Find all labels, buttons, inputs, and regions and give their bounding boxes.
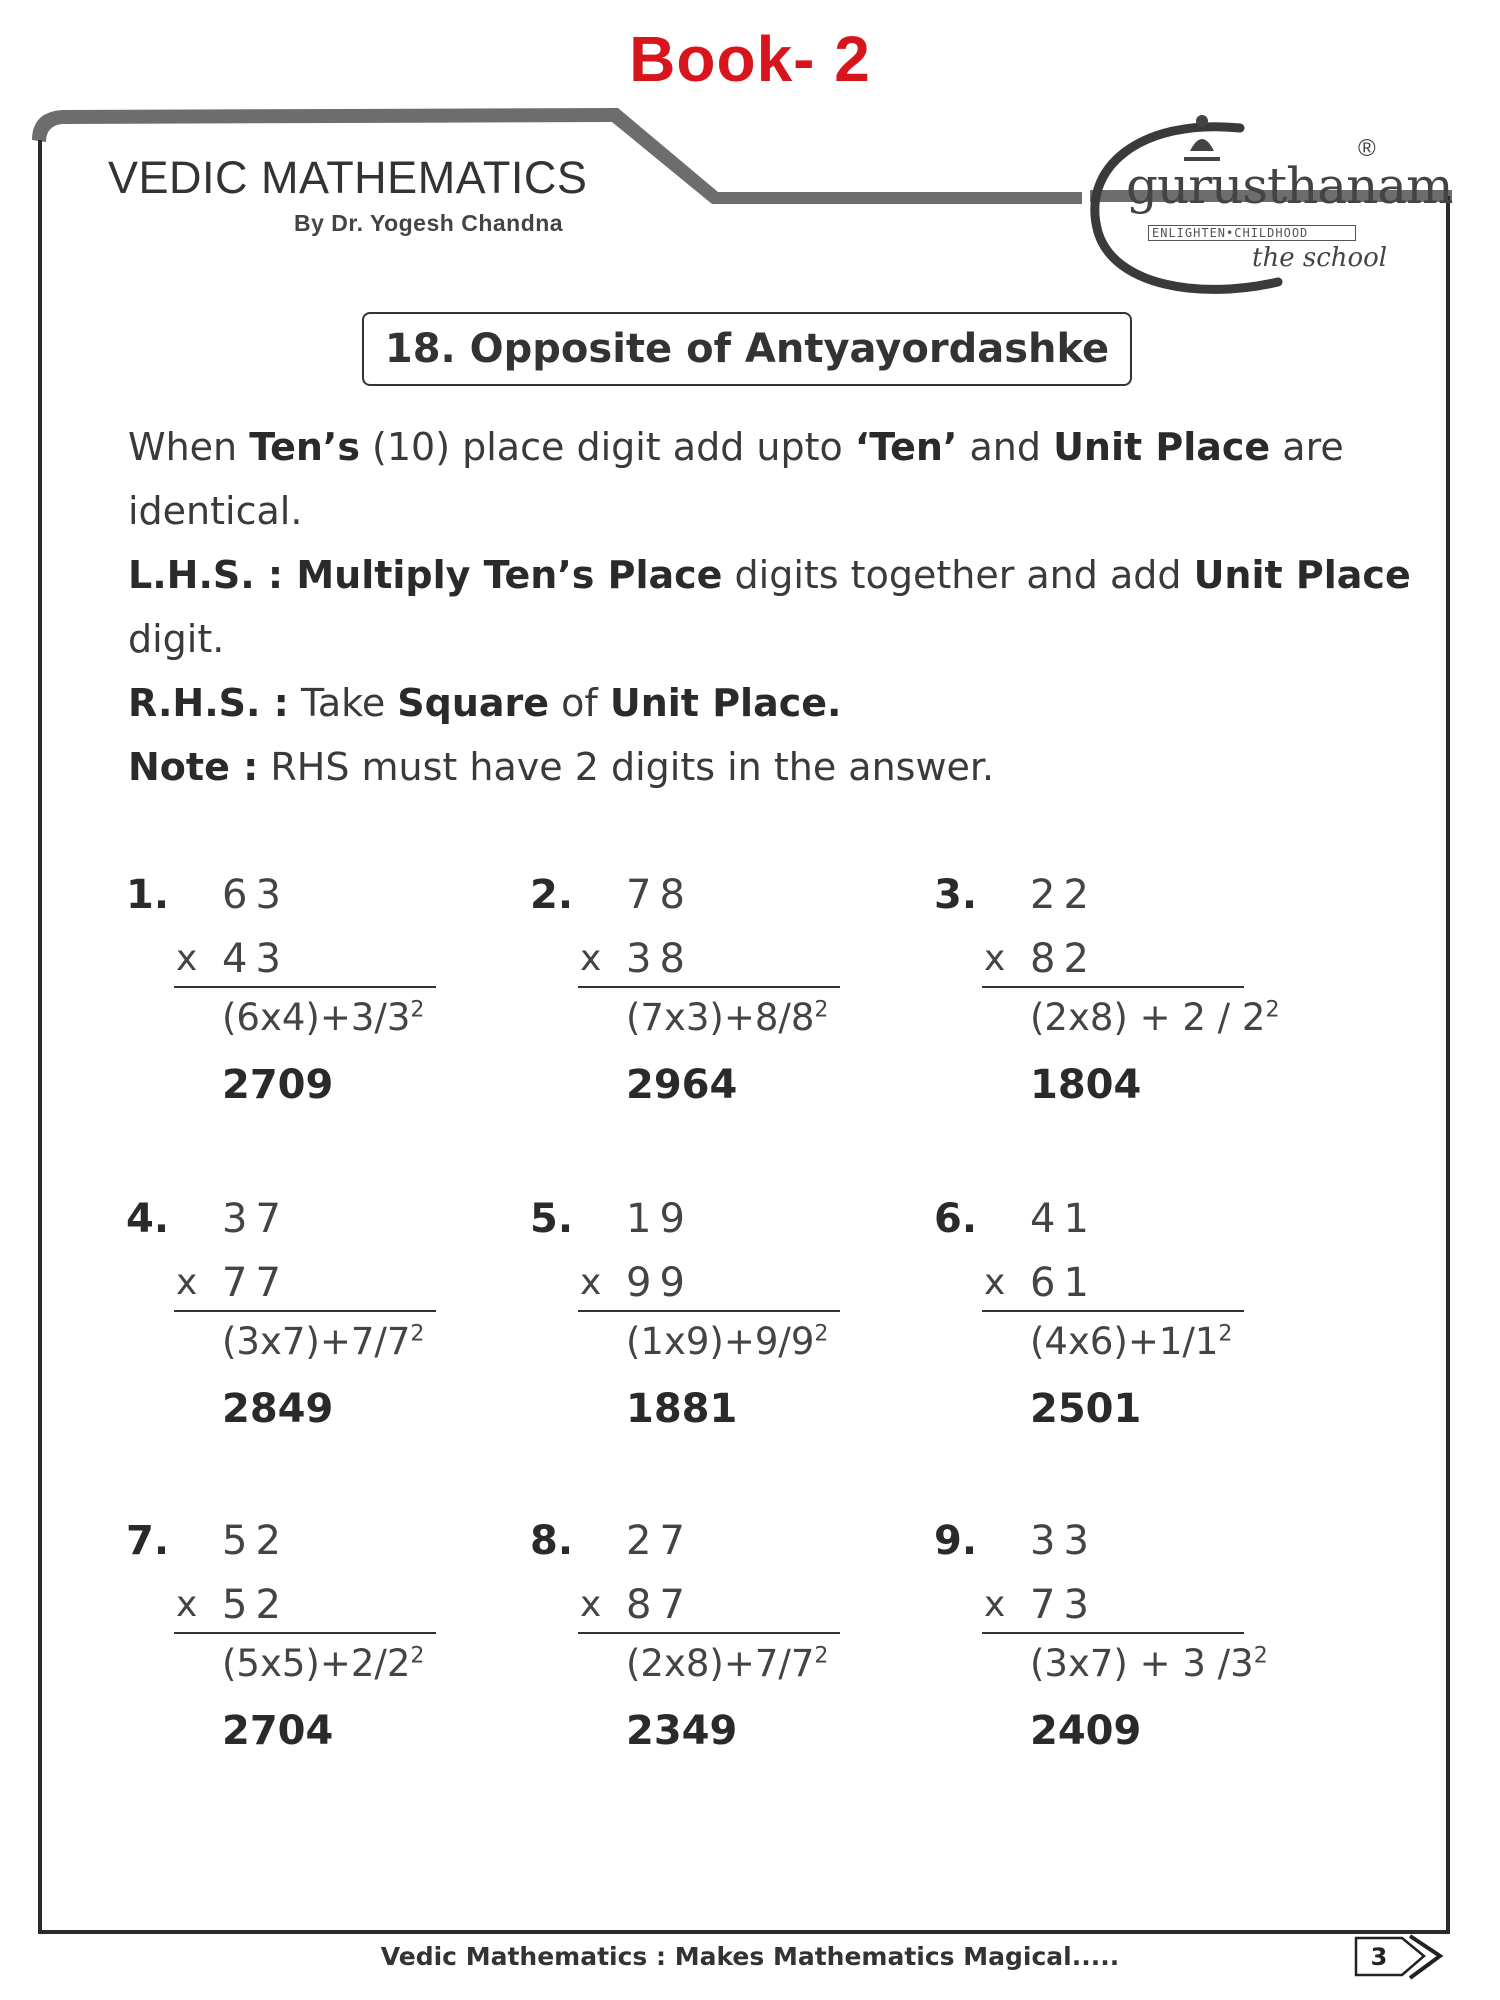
sum-line [982,986,1244,988]
multiplier: 77 [222,1260,289,1306]
answer: 2704 [222,1708,334,1754]
multiply-sign: x [984,1584,1006,1625]
school-logo [1090,105,1453,305]
rule-line-4: digit. [128,617,225,661]
logo-subtitle: the school [1252,243,1388,273]
multiplicand: 41 [1030,1196,1097,1242]
multiply-sign: x [984,938,1006,979]
header-author: By Dr. Yogesh Chandna [294,210,564,236]
sum-line [982,1310,1244,1312]
working-step: $(6x4)+3/3^2$ [222,996,425,1039]
problem [530,1196,890,1456]
answer: 1804 [1030,1062,1142,1108]
multiplicand: 27 [626,1518,693,1564]
multiplier: 52 [222,1582,289,1628]
multiplicand: 33 [1030,1518,1097,1564]
rule-line-rhs: R.H.S. : Take Square of Unit Place. [128,681,842,725]
problem-number: 6. [934,1196,978,1242]
header-title: VEDIC MATHEMATICS [108,152,588,203]
sum-line [578,986,840,988]
multiply-sign: x [580,1262,602,1303]
multiplier: 61 [1030,1260,1097,1306]
problem [934,1196,1294,1456]
sum-line [174,1310,436,1312]
multiplier: 99 [626,1260,693,1306]
answer: 2501 [1030,1386,1142,1432]
rules-text [128,415,1411,799]
problem-number: 2. [530,872,574,918]
problem [530,1518,890,1778]
page-number: 3 [1370,1943,1388,1971]
multiplicand: 37 [222,1196,289,1242]
problem [126,872,486,1132]
rule-line-lhs: L.H.S. : Multiply Ten’s Place digits together and add Unit Place [128,553,1411,597]
problem [126,1196,486,1456]
answer: 2849 [222,1386,334,1432]
chapter-title-box [362,312,1132,386]
working-step: $(3x7)+7/7^2$ [222,1320,425,1363]
multiply-sign: x [580,938,602,979]
multiplier: 43 [222,936,289,982]
multiplicand: 63 [222,872,289,918]
footer-text: Vedic Mathematics : Makes Mathematics Magical..... [380,1942,1120,1971]
sum-line [174,1632,436,1634]
problem [126,1518,486,1778]
working-step: $(7x3)+8/8^2$ [626,996,829,1039]
meditation-icon [1182,113,1222,163]
registered-mark: ® [1358,135,1376,162]
multiply-sign: x [176,1262,198,1303]
working-step: $(2x8)+7/7^2$ [626,1642,829,1685]
multiplier: 82 [1030,936,1097,982]
problem [934,1518,1294,1778]
problem-number: 9. [934,1518,978,1564]
rule-line-1: When Ten’s (10) place digit add upto ‘Ten’ and Unit Place are [128,425,1344,469]
working-step: $(4x6)+1/1^2$ [1030,1320,1233,1363]
sum-line [578,1310,840,1312]
multiply-sign: x [176,938,198,979]
answer: 2709 [222,1062,334,1108]
book-label: Book- 2 [629,23,871,95]
problem-number: 5. [530,1196,574,1242]
working-step: (3x7) + 3 $/3^2$ [1030,1642,1268,1685]
multiplier: 87 [626,1582,693,1628]
problem-number: 7. [126,1518,170,1564]
answer: 2349 [626,1708,738,1754]
answer: 2409 [1030,1708,1142,1754]
problem [530,872,890,1132]
multiplicand: 78 [626,872,693,918]
chapter-title: 18. Opposite of Antyayordashke [384,326,1110,372]
sum-line [174,986,436,988]
sum-line [982,1632,1244,1634]
problem [934,872,1294,1132]
multiply-sign: x [580,1584,602,1625]
sum-line [578,1632,840,1634]
working-step: $(2x8) + 2 / 2^2$ [1030,996,1280,1039]
multiplicand: 22 [1030,872,1097,918]
working-step: $(5x5)+2/2^2$ [222,1642,425,1685]
logo-tagline: ENLIGHTEN•CHILDHOOD [1148,225,1356,241]
multiply-sign: x [984,1262,1006,1303]
problem-number: 1. [126,872,170,918]
multiplicand: 19 [626,1196,693,1242]
multiplier: 73 [1030,1582,1097,1628]
answer: 1881 [626,1386,738,1432]
working-step: $(1x9)+9/9^2$ [626,1320,829,1363]
multiplier: 38 [626,936,693,982]
problem-number: 8. [530,1518,574,1564]
rule-line-2: identical. [128,489,303,533]
rule-line-note: Note : RHS must have 2 digits in the answer. [128,745,995,789]
answer: 2964 [626,1062,738,1108]
multiply-sign: x [176,1584,198,1625]
multiplicand: 52 [222,1518,289,1564]
logo-name: gurusthanam [1126,157,1453,215]
problem-number: 3. [934,872,978,918]
problem-number: 4. [126,1196,170,1242]
